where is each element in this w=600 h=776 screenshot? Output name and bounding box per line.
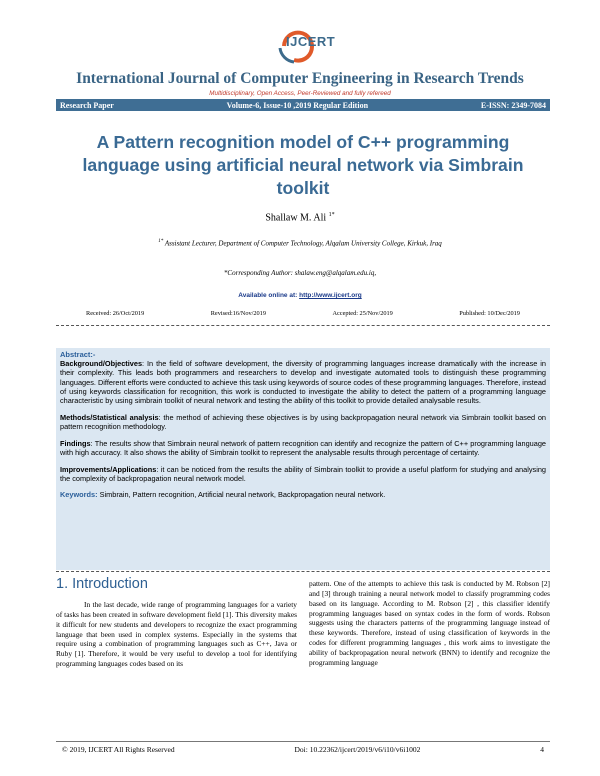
issn: E-ISSN: 2349-7084 [480, 100, 546, 110]
abstract-findings [60, 439, 546, 457]
page-footer [56, 745, 550, 754]
divider [56, 325, 550, 326]
background-text: : In the field of software development, the diversity of programming languages increase dramatically with the increase in their complexity. This leads both programmers and researchers to develop and investigate automated tools to distinguish these programming languages. Different efforts were conducted to achieve this task using keywords of source codes of these programming languages. Therefore, instead of using keywords classification for recognition, this work is conducted to investigate the ability to detect the pattern of a programming language characteristic by using simbrain toolkit of neural network and testing the ability of this toolkit to provide detailed analysable results. [60, 359, 546, 406]
author-name: Shallaw M. Ali [265, 212, 327, 224]
accepted-date: Accepted: 25/Nov/2019 [332, 310, 393, 317]
published-date: Published: 10/Dec/2019 [459, 310, 520, 317]
abstract-box [56, 348, 550, 570]
corresponding-author: *Corresponding Author: shalaw.eng@alqalam.edu.iq, [223, 269, 377, 277]
journal-subtitle: Multidisciplinary, Open Access, Peer-Reviewed and fully refereed [209, 90, 391, 97]
affiliation-text: Assistant Lecturer, Department of Computer Technology, Alqalam University College, Kirkuk, Iraq [164, 239, 442, 248]
issue-info-bar [56, 99, 550, 111]
doi: Doi: 10.22362/ijcert/2019/v6/i10/v6i1002 [294, 745, 421, 754]
abstract-keywords [60, 490, 546, 499]
abstract-heading: Abstract:- [60, 350, 96, 359]
author-line [0, 212, 600, 223]
affiliation [0, 239, 600, 247]
author-superscript: 1* [328, 212, 335, 218]
intro-left-column: In the last decade, wide range of programming languages for a variety of tasks has been created in software development field [1]. This diversity makes it difficult for new students and developers to recognize the exact programming language that been used in complex systems. Especially in the systems that require using a combination of programming languages such as C++, Java or Ruby [1]. Therefore, it would be very useful to develop a tool for identifying programming languages codes based on its [56, 600, 297, 669]
intro-right-column: pattern. One of the attempts to achieve this task is conducted by M. Robson [2] and [3] through training a neural network model to classify programming codes based on its language. According to M. Robson [2] , this classifier identify programming languages based on syntax codes in the form of words. Robson suggests using the characters patterns of the programming language instead of these keywords. Therefore, instead of using classification of keywords in the codes for different programming languages , this work aims to investigate the ability of backpropagation neural network (BNN) to identify and recognize the programming language [309, 579, 550, 667]
keywords-text: Simbrain, Pattern recognition, Artificial neural network, Backpropagation neural network. [97, 490, 386, 500]
availability [0, 292, 600, 299]
paper-type: Research Paper [60, 100, 114, 110]
improvements-label: Improvements/Applications [60, 464, 157, 474]
received-date: Received: 26/Oct/2019 [86, 310, 145, 317]
dates-row [56, 310, 550, 317]
journal-title: International Journal of Computer Engineering in Research Trends [76, 70, 524, 87]
abstract-improvements [60, 465, 546, 483]
available-label: Available online at: [238, 292, 300, 299]
revised-date: Revised:16/Nov/2019 [210, 310, 266, 317]
section-heading: 1. Introduction [56, 576, 148, 592]
keywords-label: Keywords: [60, 490, 98, 500]
improvements-text: : it can be noticed from the results the ability of Simbrain toolkit to provide a useful platform for studying and analysing the complexity of backpropagation neural network model. [60, 464, 546, 483]
findings-label: Findings [60, 438, 91, 448]
affiliation-superscript: 1* [158, 239, 164, 244]
copyright: © 2019, IJCERT All Rights Reserved [62, 745, 175, 754]
methods-label: Methods/Statistical analysis [60, 412, 159, 422]
footer-rule [56, 741, 550, 742]
abstract-background [60, 359, 546, 405]
page-number: 4 [540, 745, 544, 754]
paper-title: A Pattern recognition model of C++ programming language using artificial neural network via Simbrain toolkit [82, 132, 524, 198]
methods-text: : the method of achieving these objectives is by using backpropagation neural network via Simbrain toolkit based on pattern recognition methodology. [60, 412, 546, 431]
journal-link[interactable]: http://www.ijcert.org [299, 292, 362, 299]
divider [56, 571, 550, 572]
logo-text: IJCERT [286, 34, 336, 49]
abstract-methods [60, 413, 546, 431]
findings-text: : The results show that Simbrain neural network of pattern recognition can identify and recognize the pattern of C++ programming language with high accuracy. It also shows the ability of Simbrain toolkit to represent the analysable results through percentage of certainty. [60, 438, 546, 457]
background-label: Background/Objectives [60, 359, 143, 369]
volume-issue: Volume-6, Issue-10 ,2019 Regular Edition [226, 100, 369, 110]
